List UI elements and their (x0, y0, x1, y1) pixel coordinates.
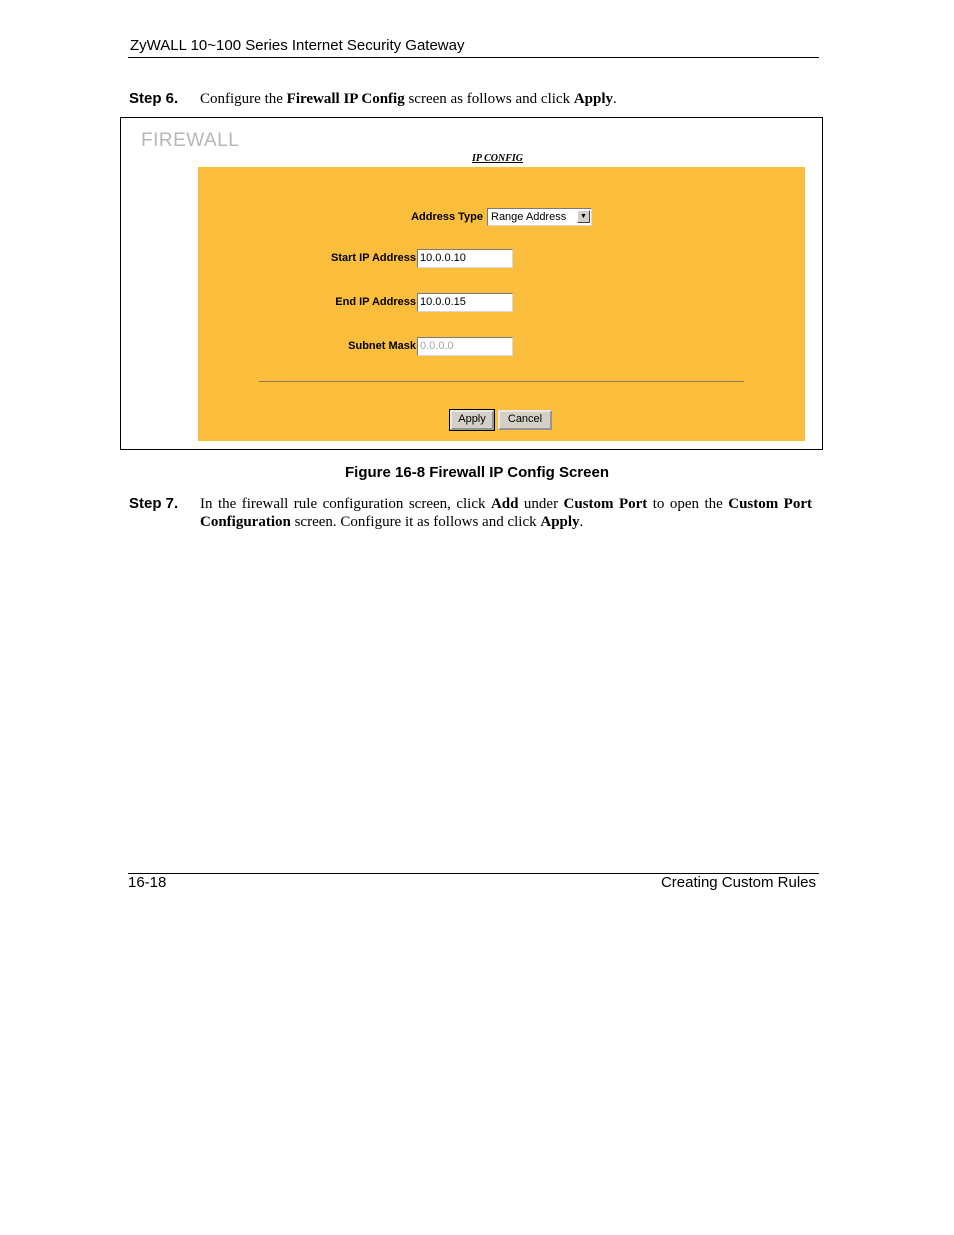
step-7-text-part: In the firewall rule configuration screen, click (200, 496, 491, 512)
ip-config-section-title: IP CONFIG (472, 153, 524, 164)
address-type-select[interactable] (487, 208, 592, 226)
step-6-text-part: Configure the (200, 91, 287, 107)
step-6-text (200, 90, 617, 108)
step-7-bold-add: Add (490, 496, 519, 512)
firewall-ip-config-screenshot (120, 117, 823, 450)
step-7-bold-custom-port: Custom Port (563, 496, 648, 512)
step-7-text-part: screen. Configure it as follows and click (290, 514, 541, 530)
step-7-text-part: . (579, 514, 584, 530)
step-7-text-part: under (518, 496, 564, 512)
step-6-text-part: screen as follows and click (404, 91, 574, 107)
apply-button[interactable]: Apply (450, 410, 494, 430)
step-7-label: Step 7. (129, 495, 179, 512)
start-ip-label: Start IP Address (331, 252, 416, 264)
step-6-text-part: . (613, 91, 617, 107)
step-7-text-part: to open the (647, 496, 729, 512)
subnet-mask-label: Subnet Mask (348, 340, 416, 352)
step-6-bold-apply: Apply (573, 91, 614, 107)
header-rule (128, 57, 819, 58)
form-divider (259, 381, 744, 382)
step-7-bold-apply: Apply (540, 514, 580, 530)
subnet-mask-input[interactable]: 0.0.0.0 (417, 337, 513, 356)
ip-config-panel (198, 167, 805, 441)
chevron-down-icon[interactable]: ▼ (577, 210, 590, 223)
address-type-value: Range Address (491, 211, 567, 223)
figure-caption: Figure 16-8 Firewall IP Config Screen (345, 464, 609, 481)
cancel-button[interactable]: Cancel (498, 410, 552, 430)
document-header: ZyWALL 10~100 Series Internet Security Gateway (130, 37, 465, 54)
firewall-screen-title: FIREWALL (141, 130, 240, 151)
step-6-bold-screen: Firewall IP Config (286, 91, 405, 107)
end-ip-input[interactable]: 10.0.0.15 (417, 293, 513, 312)
step-7-text (200, 495, 812, 531)
step-7-bold-screen: Custom Port Configuration (200, 496, 812, 530)
footer-chapter-title: Creating Custom Rules (660, 874, 816, 891)
address-type-label: Address Type (411, 211, 483, 223)
step-6-label: Step 6. (129, 90, 179, 107)
footer-page-number: 16-18 (128, 874, 167, 891)
start-ip-input[interactable]: 10.0.0.10 (417, 249, 513, 268)
end-ip-label: End IP Address (335, 296, 416, 308)
